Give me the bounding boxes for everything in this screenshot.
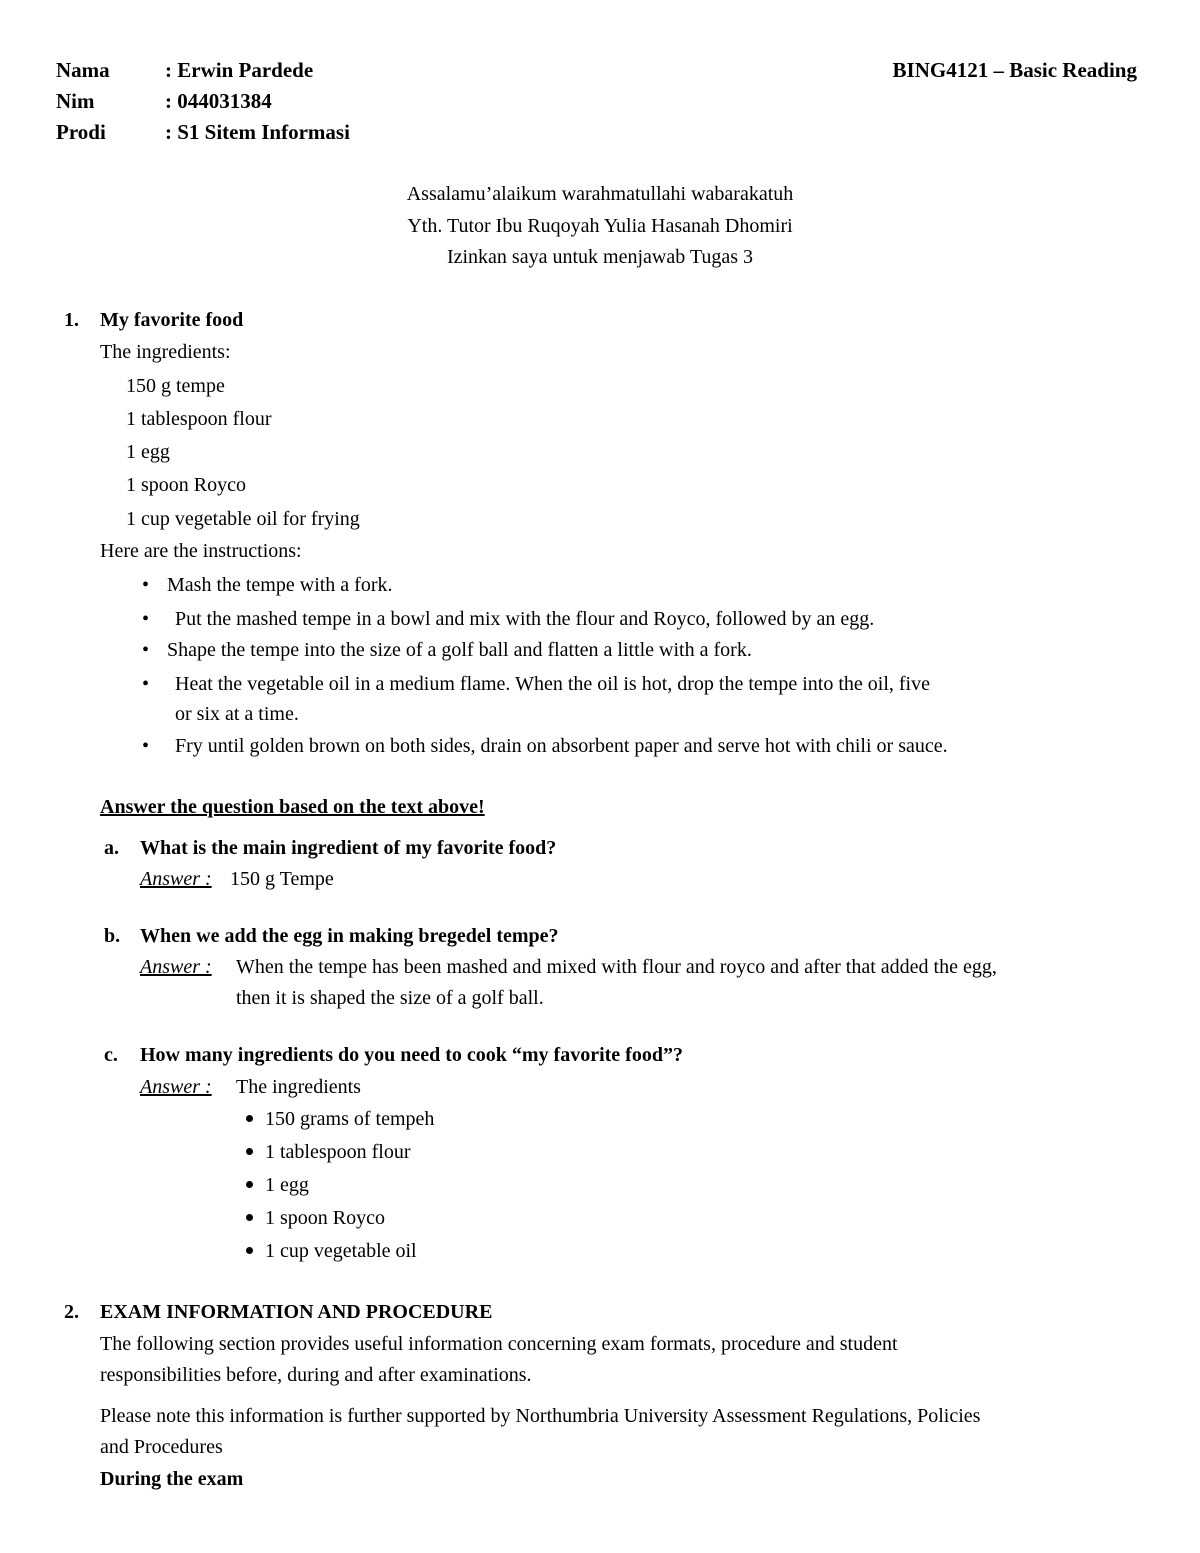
- label-nim: Nim: [56, 89, 95, 113]
- ingredient-item: 1 cup vegetable oil for frying: [126, 508, 360, 530]
- question-b-letter: b.: [104, 925, 121, 947]
- ingredient-item: 1 tablespoon flour: [126, 408, 272, 430]
- answer-label: Answer :: [140, 956, 212, 978]
- instruction-item: Put the mashed tempe in a bowl and mix with the flour and Royco, followed by an egg.: [175, 608, 875, 630]
- section-1-title: My favorite food: [100, 309, 244, 331]
- value-prodi: : S1 Sitem Informasi: [165, 120, 350, 144]
- question-c-text: How many ingredients do you need to cook “my favorite food”?: [140, 1044, 683, 1066]
- instructions-label: Here are the instructions:: [100, 540, 302, 562]
- answer-label: Answer :: [140, 1076, 212, 1098]
- question-heading: Answer the question based on the text above!: [100, 796, 485, 818]
- instruction-item: Mash the tempe with a fork.: [167, 574, 393, 596]
- instruction-item-continued: or six at a time.: [175, 703, 299, 725]
- value-nama: : Erwin Pardede: [165, 58, 314, 82]
- greeting-line-1: Assalamu’alaikum warahmatullahi wabarakatuh: [406, 183, 794, 205]
- question-b-text: When we add the egg in making bregedel tempe?: [140, 925, 559, 947]
- greeting-line-2: Yth. Tutor Ibu Ruqoyah Yulia Hasanah Dhomiri: [407, 215, 793, 237]
- section-2-para-1-line-1: The following section provides useful information concerning exam formats, procedure and student: [100, 1333, 898, 1355]
- answer-c-item: 1 spoon Royco: [265, 1207, 385, 1229]
- course-title: BING4121 – Basic Reading: [892, 58, 1137, 82]
- answer-b-line-2: then it is shaped the size of a golf ball.: [236, 987, 544, 1009]
- question-a-text: What is the main ingredient of my favorite food?: [140, 837, 557, 859]
- answer-c-item: 150 grams of tempeh: [265, 1108, 435, 1130]
- answer-c-item: 1 cup vegetable oil: [265, 1240, 417, 1262]
- bullet-disc-icon: [246, 1115, 253, 1122]
- section-2-para-2-line-2: and Procedures: [100, 1436, 223, 1458]
- bullet-icon: •: [142, 574, 150, 596]
- bullet-disc-icon: [246, 1148, 253, 1155]
- answer-label: Answer :: [140, 868, 212, 890]
- section-1-number: 1.: [64, 309, 79, 331]
- answer-b-line-1: When the tempe has been mashed and mixed with flour and royco and after that added the egg,: [236, 956, 997, 978]
- instruction-item: Shape the tempe into the size of a golf ball and flatten a little with a fork.: [167, 639, 752, 661]
- ingredient-item: 1 egg: [126, 441, 170, 463]
- label-prodi: Prodi: [56, 120, 106, 144]
- answer-c-item: 1 egg: [265, 1174, 309, 1196]
- bullet-disc-icon: [246, 1181, 253, 1188]
- bullet-icon: •: [142, 673, 150, 695]
- section-2-para-1-line-2: responsibilities before, during and after examinations.: [100, 1364, 532, 1386]
- section-2-para-2-line-1: Please note this information is further supported by Northumbria University Assessment Regulations, Policies: [100, 1405, 981, 1427]
- question-c-letter: c.: [104, 1044, 118, 1066]
- answer-c-item: 1 tablespoon flour: [265, 1141, 411, 1163]
- bullet-disc-icon: [246, 1247, 253, 1254]
- ingredients-label: The ingredients:: [100, 341, 231, 363]
- instruction-item: Fry until golden brown on both sides, drain on absorbent paper and serve hot with chili or sauce.: [175, 735, 948, 757]
- ingredient-item: 1 spoon Royco: [126, 474, 246, 496]
- instruction-item: Heat the vegetable oil in a medium flame. When the oil is hot, drop the tempe into the oil, five: [175, 673, 930, 695]
- section-2-subheading: During the exam: [100, 1468, 244, 1490]
- section-2-number: 2.: [64, 1301, 79, 1323]
- ingredient-item: 150 g tempe: [126, 375, 225, 397]
- question-a-letter: a.: [104, 837, 119, 859]
- label-nama: Nama: [56, 58, 110, 82]
- answer-a-text: 150 g Tempe: [230, 868, 334, 890]
- bullet-disc-icon: [246, 1214, 253, 1221]
- value-nim: : 044031384: [165, 89, 272, 113]
- bullet-icon: •: [142, 608, 150, 630]
- answer-c-intro: The ingredients: [236, 1076, 361, 1098]
- bullet-icon: •: [142, 735, 150, 757]
- greeting-line-3: Izinkan saya untuk menjawab Tugas 3: [446, 246, 754, 268]
- bullet-icon: •: [142, 639, 150, 661]
- section-2-title: EXAM INFORMATION AND PROCEDURE: [100, 1301, 493, 1323]
